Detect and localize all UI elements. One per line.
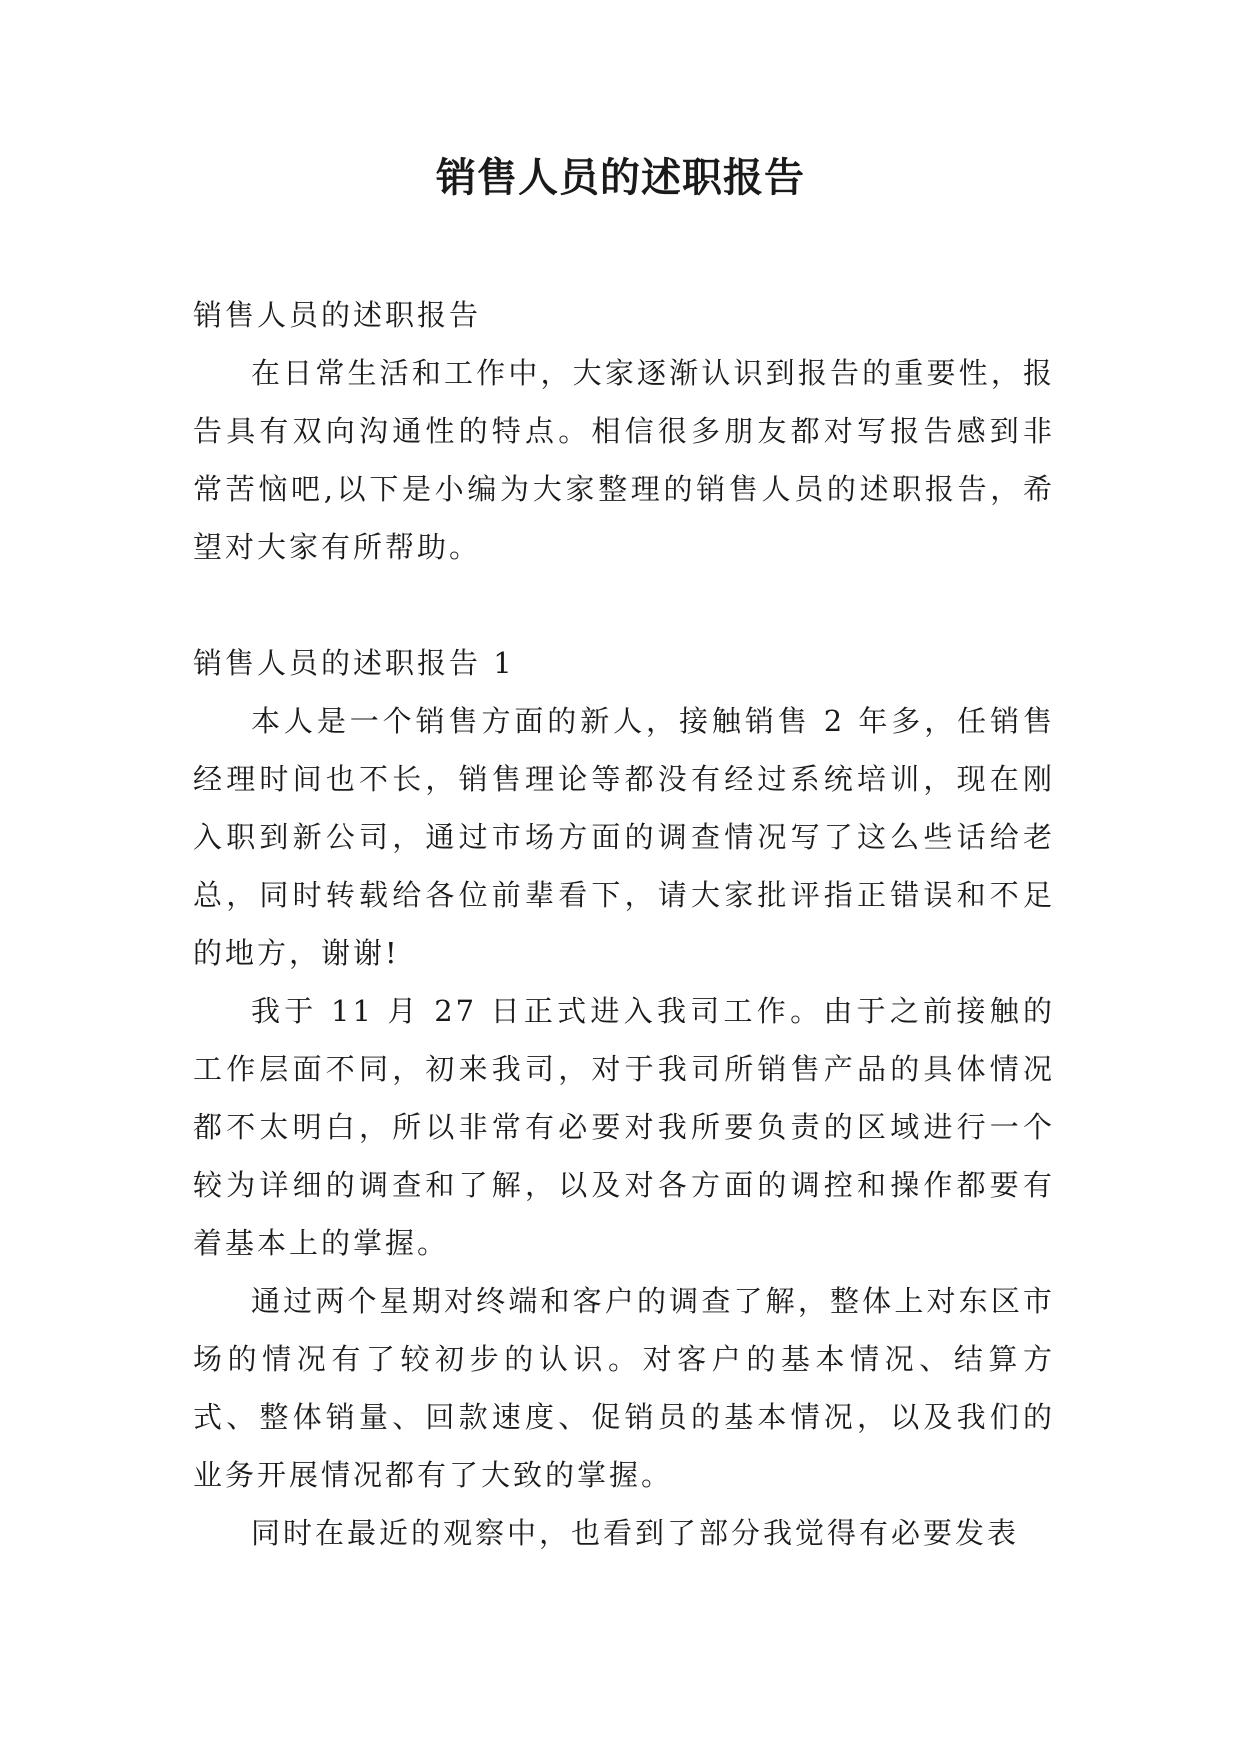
document-body bbox=[193, 286, 1055, 1562]
body-paragraph: 我于 11 月 27 日正式进入我司工作。由于之前接触的工作层面不同，初来我司，对于我司所销售产品的具体情况都不太明白，所以非常有必要对我所要负责的区域进行一个较为详细的调查和了解，以及对各方面的调控和操作都要有着基本上的掌握。 bbox=[193, 994, 1055, 1260]
document-subtitle: 销售人员的述职报告 bbox=[193, 298, 482, 332]
intro-paragraph: 在日常生活和工作中，大家逐渐认识到报告的重要性，报告具有双向沟通性的特点。相信很多朋友都对写报告感到非常苦恼吧,以下是小编为大家整理的销售人员的述职报告，希望对大家有所帮助。 bbox=[193, 356, 1055, 564]
section-heading: 销售人员的述职报告 1 bbox=[193, 646, 515, 680]
body-paragraph: 通过两个星期对终端和客户的调查了解，整体上对东区市场的情况有了较初步的认识。对客户的基本情况、结算方式、整体销量、回款速度、促销员的基本情况，以及我们的业务开展情况都有了大致的掌握。 bbox=[193, 1284, 1055, 1492]
document-title: 销售人员的述职报告 bbox=[436, 154, 805, 201]
body-paragraph: 本人是一个销售方面的新人，接触销售 2 年多，任销售经理时间也不长，销售理论等都没有经过系统培训，现在刚入职到新公司，通过市场方面的调查情况写了这么些话给老总，同时转载给各位前辈看下，请大家批评指正错误和不足的地方，谢谢! bbox=[193, 704, 1055, 970]
body-paragraph: 同时在最近的观察中，也看到了部分我觉得有必要发表 bbox=[251, 1516, 1020, 1550]
section-spacer bbox=[193, 576, 1055, 634]
